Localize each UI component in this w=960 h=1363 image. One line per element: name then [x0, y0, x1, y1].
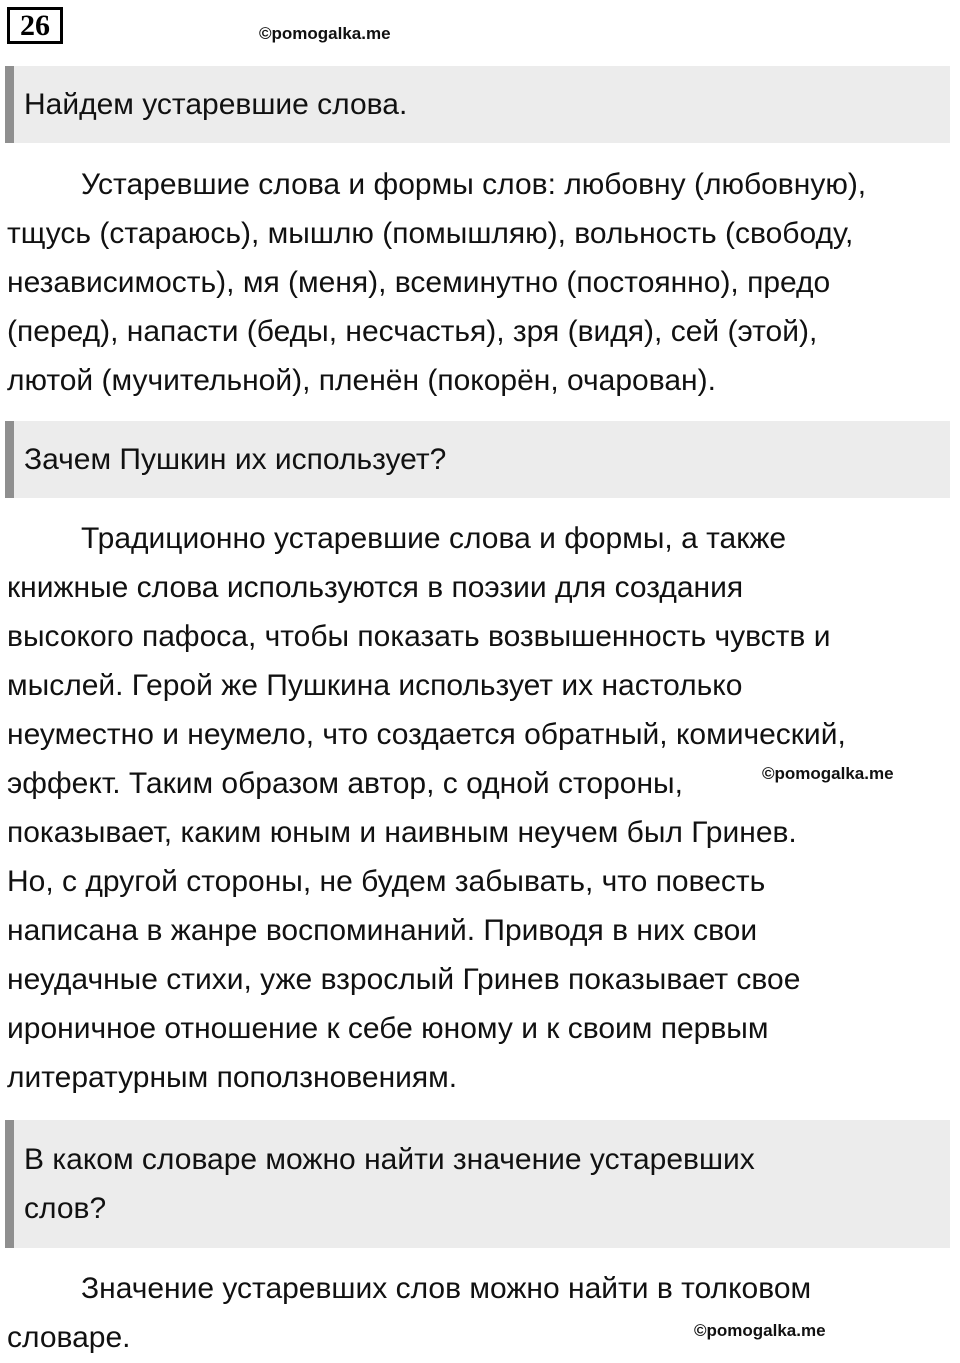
question-heading-3	[5, 1120, 950, 1248]
watermark: ©pomogalka.me	[694, 1321, 826, 1340]
question-text: слов?	[24, 1192, 107, 1225]
question-heading-2	[5, 421, 950, 498]
answer-paragraph-1	[7, 160, 957, 405]
answer-line: независимость), мя (меня), всеминутно (постоянно), предо	[7, 266, 831, 299]
answer-line: неудачные стихи, уже взрослый Гринев показывает свое	[7, 963, 801, 996]
question-text: В каком словаре можно найти значение устаревших	[24, 1143, 755, 1176]
answer-line: эффект. Таким образом автор, с одной стороны,	[7, 767, 683, 800]
answer-line: ироничное отношение к себе юному и к своим первым	[7, 1012, 769, 1045]
answer-line: Устаревшие слова и формы слов: любовну (любовную),	[81, 168, 867, 201]
answer-line: Традиционно устаревшие слова и формы, а также	[81, 522, 787, 555]
answer-line: тщусь (стараюсь), мышлю (помышляю), вольность (свободу,	[7, 217, 854, 250]
answer-line: Значение устаревших слов можно найти в толковом	[81, 1272, 812, 1305]
answer-line: неуместно и неумело, что создается обратный, комический,	[7, 718, 846, 751]
watermark: ©pomogalka.me	[259, 24, 391, 43]
answer-line: словаре.	[7, 1321, 131, 1354]
answer-line: высокого пафоса, чтобы показать возвышенность чувств и	[7, 620, 831, 653]
question-heading-1	[5, 66, 950, 143]
answer-line: мыслей. Герой же Пушкина использует их настолько	[7, 669, 743, 702]
question-text: Найдем устаревшие слова.	[24, 88, 408, 121]
watermark: ©pomogalka.me	[762, 764, 894, 783]
answer-paragraph-3	[7, 1264, 957, 1362]
answer-paragraph-2	[7, 514, 957, 1102]
answer-line: лютой (мучительной), пленён (покорён, очарован).	[7, 364, 716, 397]
question-text: Зачем Пушкин их использует?	[24, 443, 447, 476]
answer-line: книжные слова используются в поэзии для создания	[7, 571, 744, 604]
answer-line: Но, с другой стороны, не будем забывать, что повесть	[7, 865, 766, 898]
page-number: 26	[7, 7, 63, 44]
answer-line: (перед), напасти (беды, несчастья), зря (видя), сей (этой),	[7, 315, 818, 348]
answer-line: показывает, каким юным и наивным неучем был Гринев.	[7, 816, 797, 849]
answer-line: написана в жанре воспоминаний. Приводя в них свои	[7, 914, 758, 947]
answer-line: литературным поползновениям.	[7, 1061, 458, 1094]
